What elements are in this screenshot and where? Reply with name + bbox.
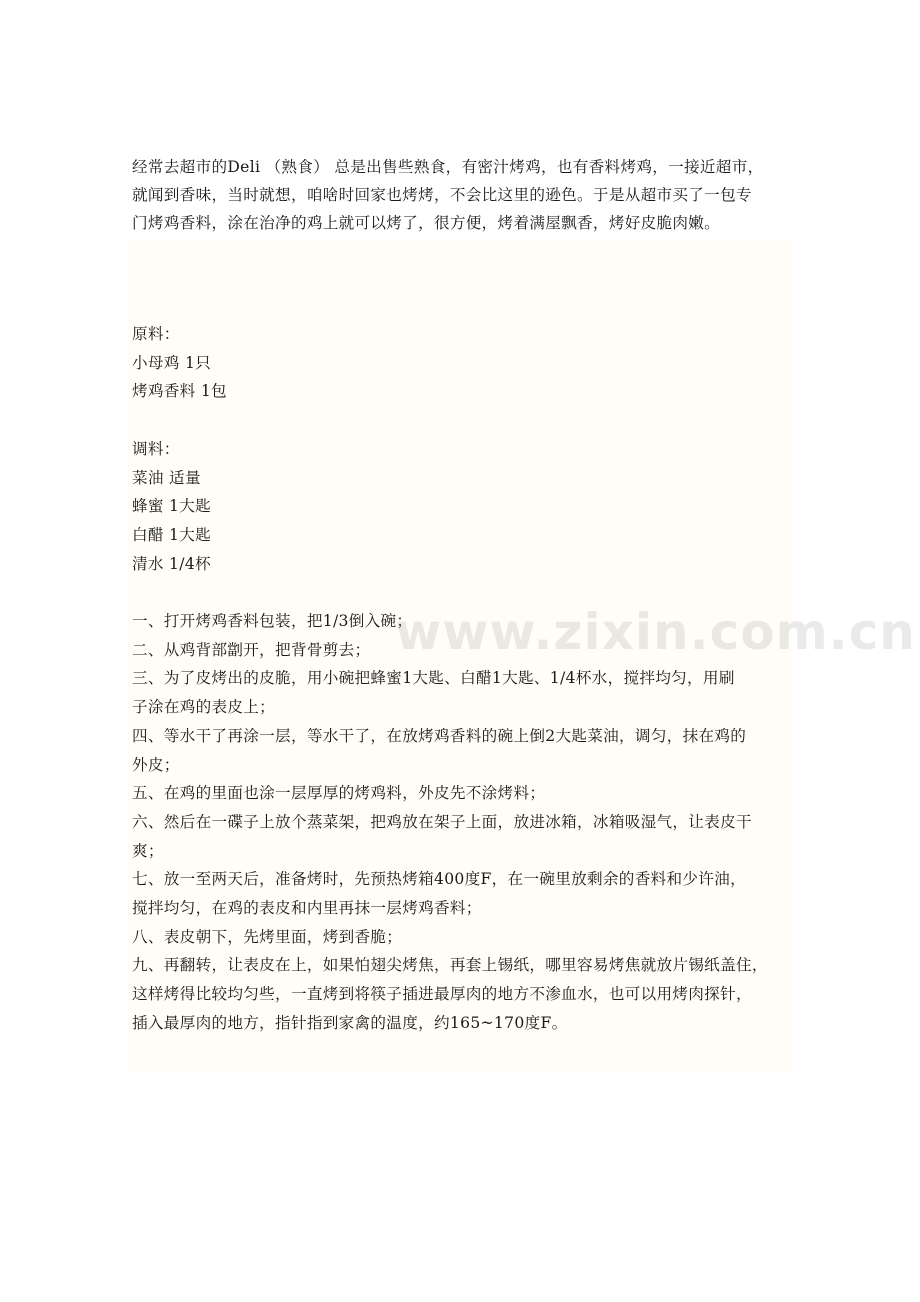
intro-line: 就闻到香味，当时就想，咱啥时回家也烤烤，不会比这里的逊色。于是从超市买了一包专 (132, 186, 752, 204)
intro-line: 门烤鸡香料，涂在治净的鸡上就可以烤了，很方便，烤着满屋飘香，烤好皮脆肉嫩。 (132, 214, 721, 232)
step-line: 一、打开烤鸡香料包装，把1/3倒入碗； (132, 612, 413, 630)
seasoning-item: 白醋 1大匙 (132, 525, 212, 544)
intro-paragraph (132, 153, 808, 237)
step-line: 七、放一至两天后，准备烤时，先预热烤箱400度F，在一碗里放剩余的香料和少许油， (132, 870, 746, 889)
seasonings-heading: 调料： (132, 439, 180, 458)
step-line: 爽； (132, 841, 164, 860)
step-line: 二、从鸡背部劏开，把背骨剪去； (132, 640, 371, 659)
ingredients-heading: 原料： (132, 325, 180, 343)
step-line: 插入最厚肉的地方，指针指到家禽的温度，约165~170度F。 (132, 1013, 568, 1032)
step-line: 搅拌均匀，在鸡的表皮和内里再抹一层烤鸡香料； (132, 899, 482, 918)
recipe-body (132, 320, 808, 1038)
seasoning-item: 菜油 适量 (132, 468, 201, 487)
seasoning-item: 清水 1/4杯 (132, 554, 211, 573)
step-line: 三、为了皮烤出的皮脆，用小碗把蜂蜜1大匙、白醋1大匙、1/4杯水，搅拌均匀，用刷 (132, 669, 735, 688)
ingredient-item: 烤鸡香料 1包 (132, 382, 227, 401)
step-line: 八、表皮朝下，先烤里面，烤到香脆； (132, 927, 403, 946)
step-line: 九、再翻转，让表皮在上，如果怕翅尖烤焦，再套上锡纸，哪里容易烤焦就放片锡纸盖住， (132, 956, 768, 975)
ingredient-item: 小母鸡 1只 (132, 353, 212, 372)
seasoning-item: 蜂蜜 1大匙 (132, 497, 212, 516)
step-line: 子涂在鸡的表皮上； (132, 698, 276, 717)
watermark: www.zixin.com.cn (395, 603, 916, 661)
step-line: 六、然后在一碟子上放个蒸菜架，把鸡放在架子上面，放进冰箱，冰箱吸湿气，让表皮干 (132, 812, 752, 831)
spacer (132, 406, 808, 435)
step-line: 五、在鸡的里面也涂一层厚厚的烤鸡料，外皮先不涂烤料； (132, 784, 546, 803)
step-line: 这样烤得比较均匀些，一直烤到将筷子插进最厚肉的地方不渗血水，也可以用烤肉探针， (132, 985, 752, 1004)
step-line: 四、等水干了再涂一层，等水干了，在放烤鸡香料的碗上倒2大匙菜油，调匀，抹在鸡的 (132, 726, 747, 745)
step-line: 外皮； (132, 755, 180, 774)
intro-line: 经常去超市的Deli （熟食） 总是出售些熟食，有密汁烤鸡，也有香料烤鸡，一接近超市， (132, 158, 764, 176)
